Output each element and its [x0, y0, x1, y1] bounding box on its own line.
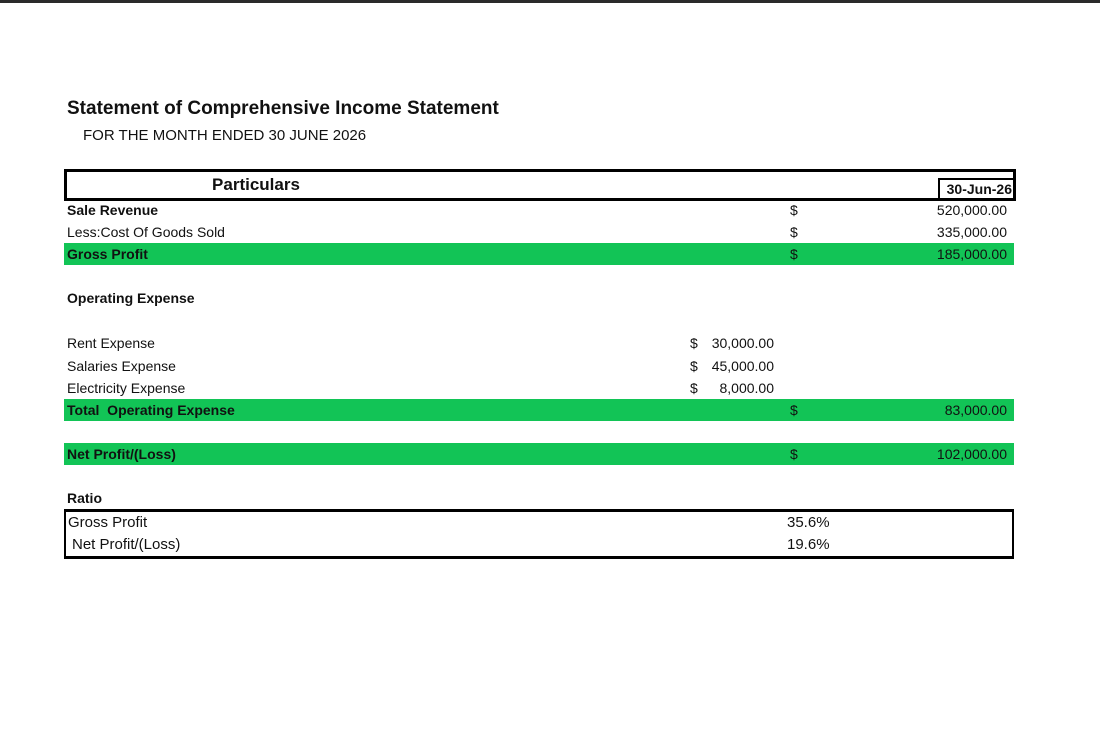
- row-sale-revenue: [64, 199, 1014, 221]
- row-label: Salaries Expense: [67, 358, 176, 374]
- row-amount: 102,000.00: [936, 446, 1007, 462]
- date-column-header: 30-Jun-26: [938, 178, 1013, 198]
- row-gross-profit: [64, 243, 1014, 265]
- currency-symbol: $: [790, 446, 798, 462]
- ratio-value: 35.6%: [787, 514, 830, 531]
- sub-amount-value: 45,000.00: [711, 358, 774, 374]
- row-label: Electricity Expense: [67, 380, 186, 396]
- row-label: Sale Revenue: [67, 202, 159, 218]
- currency-symbol: $: [790, 224, 798, 240]
- row-label: Gross Profit: [67, 246, 148, 262]
- row-label: Rent Expense: [67, 335, 155, 351]
- row-amount: 83,000.00: [944, 402, 1007, 418]
- ratio-value: 19.6%: [787, 536, 830, 553]
- particulars-header: [67, 172, 320, 198]
- ratio-heading: Ratio: [67, 490, 102, 506]
- row-cogs: [64, 221, 1014, 243]
- statement-subtitle: FOR THE MONTH ENDED 30 JUNE 2026: [83, 127, 367, 144]
- row-amount: 185,000.00: [936, 246, 1007, 262]
- row-label: Less:Cost Of Goods Sold: [67, 224, 225, 240]
- ratio-table: [64, 509, 1014, 559]
- row-amount: 335,000.00: [936, 224, 1007, 240]
- top-border: [0, 0, 1100, 3]
- currency-symbol: $: [790, 202, 798, 218]
- operating-expense-heading: Operating Expense: [67, 290, 195, 306]
- currency-symbol: $: [790, 246, 798, 262]
- ratio-label: Gross Profit: [68, 514, 148, 531]
- currency-symbol: $: [690, 380, 698, 396]
- row-label: Net Profit/(Loss): [67, 446, 176, 462]
- currency-symbol: $: [790, 402, 798, 418]
- currency-symbol: $: [690, 358, 698, 374]
- ratio-label: Net Profit/(Loss): [72, 536, 181, 553]
- row-total-operating-expense: [64, 399, 1014, 421]
- sub-amount-value: 30,000.00: [711, 335, 774, 351]
- ratio-row-net-profit: [66, 534, 1012, 556]
- statement-title: Statement of Comprehensive Income Statement: [67, 98, 499, 119]
- particulars-header-label: Particulars: [212, 175, 300, 194]
- row-salaries-expense: [64, 355, 1014, 377]
- row-electricity-expense: [64, 377, 1014, 399]
- table-header: [64, 169, 1016, 201]
- sub-amount-value: 8,000.00: [719, 380, 774, 396]
- row-net-profit: [64, 443, 1014, 465]
- currency-symbol: $: [690, 335, 698, 351]
- row-rent-expense: [64, 332, 1014, 354]
- row-amount: 520,000.00: [936, 202, 1007, 218]
- row-label: Total Operating Expense: [67, 402, 235, 418]
- ratio-row-gross-profit: [66, 512, 1012, 534]
